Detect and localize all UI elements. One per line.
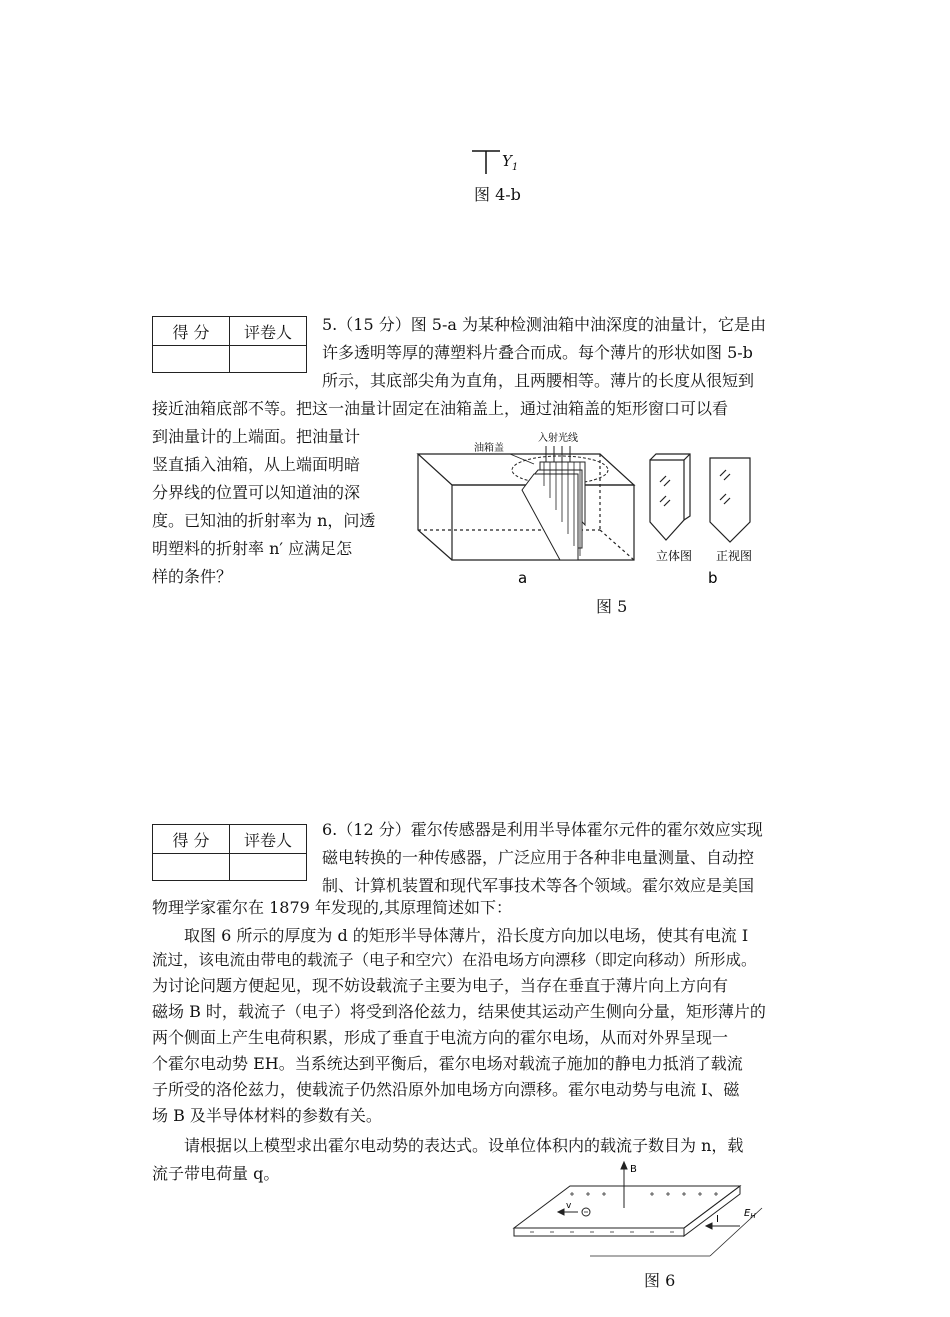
- current-arrow: [706, 1223, 740, 1229]
- score-table-q6: [152, 824, 307, 881]
- label-EH-sub: H: [750, 1212, 756, 1220]
- label-B: B: [630, 1164, 637, 1175]
- label-lid: 油箱盖: [474, 443, 504, 454]
- q5-line-10: 样的条件？: [152, 567, 233, 586]
- label-3d-view: 立体图: [656, 549, 693, 563]
- grader-label: 评卷人: [230, 317, 307, 346]
- q6-line-12: 场 B 及半导体材料的参数有关。: [152, 1106, 382, 1125]
- q6-line-10: 个霍尔电动势 EH。当系统达到平衡后，霍尔电场对载流子施加的静电力抵消了载流: [152, 1054, 743, 1073]
- grader-cell[interactable]: [230, 854, 307, 881]
- oil-gauge-plates: [522, 462, 585, 560]
- q6-line-4: 物理学家霍尔在 1879 年发现的,其原理简述如下：: [152, 898, 512, 917]
- label-incident-light: 入射光线: [538, 433, 578, 444]
- grader-label: 评卷人: [230, 825, 307, 854]
- q6-line-8: 磁场 B 时，载流子（电子）将受到洛伦兹力，结果使其运动产生侧向分量，矩形薄片的: [152, 1002, 766, 1021]
- q5-line-1: 5.（15 分）图 5-a 为某种检测油箱中油深度的油量计，它是由: [322, 315, 767, 334]
- q6-line-7: 为讨论问题方便起见，现不妨设载流子主要为电子，当存在垂直于薄片向上方向有: [152, 976, 729, 995]
- q6-line-14: 流子带电荷量 q。: [152, 1164, 280, 1183]
- q6-line-6: 流过，该电流由带电的载流子（电子和空穴）在沿电场方向漂移（即定向移动）所形成。: [152, 951, 757, 969]
- q5-line-5: 到油量计的上端面。把油量计: [152, 427, 361, 446]
- q5-line-8: 度。已知油的折射率为 n，问透: [152, 511, 376, 530]
- fig4-label-sub: 1: [511, 162, 519, 173]
- q6-line-5: 取图 6 所示的厚度为 d 的矩形半导体薄片，沿长度方向加以电场，使其有电流 I: [184, 926, 749, 945]
- q5-line-4: 接近油箱底部不等。把这一油量计固定在油箱盖上，通过油箱盖的矩形窗口可以看: [152, 399, 729, 418]
- q5-line-2: 许多透明等厚的薄塑料片叠合而成。每个薄片的形状如图 5-b: [322, 343, 753, 362]
- semiconductor-slab: [514, 1186, 740, 1236]
- fig5-diagram: [410, 430, 770, 590]
- magnetic-field-arrow: [621, 1162, 627, 1208]
- q6-line-11: 子所受的洛伦兹力，使载流子仍然沿原外加电场方向漂移。霍尔电动势与电流 I、磁: [152, 1080, 740, 1099]
- plate-front-view: [710, 458, 750, 542]
- q6-line-2: 磁电转换的一种传感器，广泛应用于各种非电量测量、自动控: [322, 848, 755, 867]
- score-label: 得 分: [153, 825, 230, 854]
- q5-line-6: 竖直插入油箱，从上端面明暗: [152, 455, 361, 474]
- q6-line-3: 制、计算机装置和现代军事技术等各个领域。霍尔效应是美国: [322, 876, 755, 895]
- q5-line-3: 所示，其底部尖角为直角，且两腰相等。薄片的长度从很短到: [322, 371, 755, 390]
- fig4-caption: 图 4-b: [474, 185, 521, 204]
- score-cell[interactable]: [153, 346, 230, 373]
- q6-line-1: 6.（12 分）霍尔传感器是利用半导体霍尔元件的霍尔效应实现: [322, 820, 763, 839]
- label-front-view: 正视图: [716, 549, 753, 563]
- q6-line-9: 两个侧面上产生电荷积累，形成了垂直于电流方向的霍尔电场，从而对外界呈现一: [152, 1028, 729, 1047]
- score-cell[interactable]: [153, 854, 230, 881]
- oil-tank-box: [418, 454, 634, 560]
- label-b: b: [708, 569, 718, 587]
- plate-3d-view: [650, 454, 690, 540]
- positive-charges: [570, 1192, 718, 1196]
- label-EH: [744, 1208, 756, 1220]
- score-table-q5: [152, 316, 307, 373]
- grader-cell[interactable]: [230, 346, 307, 373]
- label-v: v: [566, 1201, 572, 1211]
- fig4-label: Y: [502, 152, 512, 170]
- q5-line-9: 明塑料的折射率 n′ 应满足怎: [152, 539, 353, 558]
- fig6-caption: 图 6: [644, 1271, 676, 1290]
- fig4-fragment: [470, 146, 550, 176]
- score-label: 得 分: [153, 317, 230, 346]
- label-I: I: [716, 1214, 719, 1225]
- q5-line-7: 分界线的位置可以知道油的深: [152, 483, 361, 502]
- label-EH-main: E: [744, 1208, 751, 1219]
- q6-line-13: 请根据以上模型求出霍尔电动势的表达式。设单位体积内的载流子数目为 n，载: [184, 1136, 744, 1155]
- fig6-diagram: [510, 1160, 770, 1264]
- fig5-caption: 图 5: [596, 597, 628, 616]
- label-a: a: [518, 569, 528, 587]
